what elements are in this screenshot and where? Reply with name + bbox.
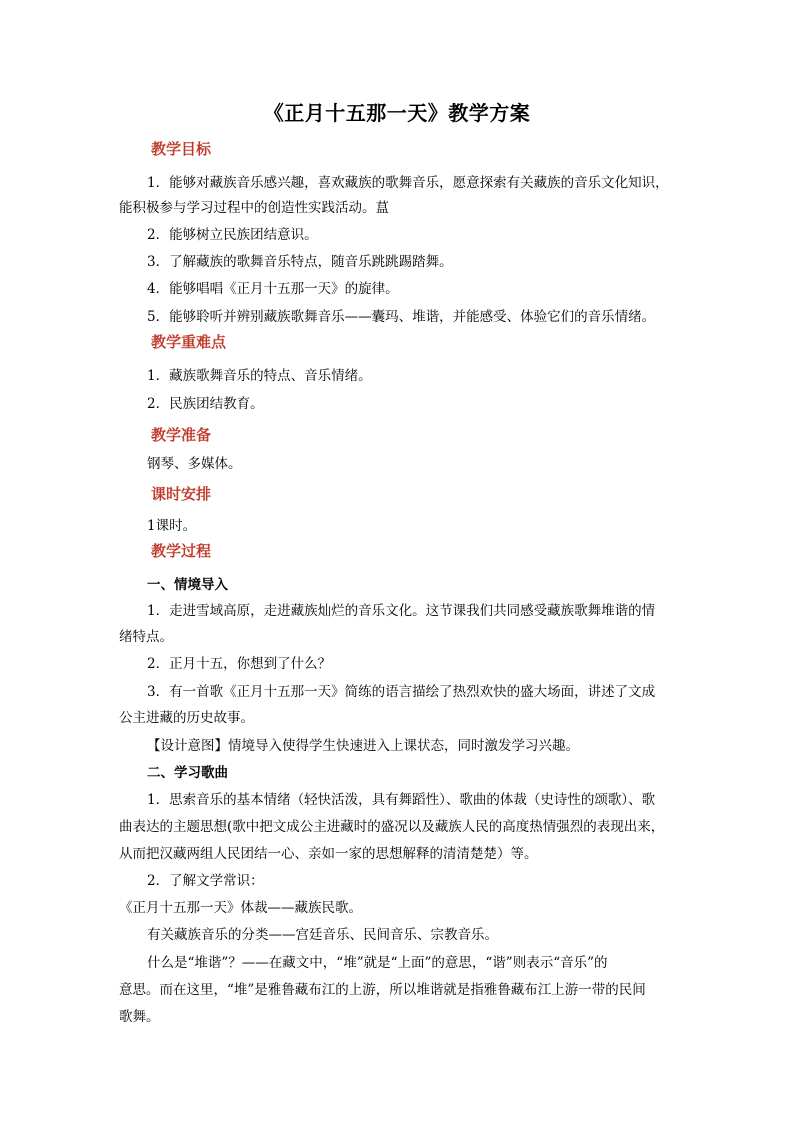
heading-objectives: 教学目标 xyxy=(151,140,212,158)
process-line: 绪特点。 xyxy=(119,629,173,645)
heading-process: 教学过程 xyxy=(151,542,212,560)
objective-line: 能积极参与学习过程中的创造性实践活动。蒀 xyxy=(119,200,389,216)
process-line: 1．思索音乐的基本情绪（轻快活泼，具有舞蹈性）、歌曲的体裁（史诗性的颂歌）、歌 xyxy=(147,792,656,808)
objective-line: 2．能够树立民族团结意识。 xyxy=(147,227,318,243)
objective-line: 4．能够唱唱《正月十五那一天》的旋律。 xyxy=(147,281,399,297)
heading-schedule: 课时安排 xyxy=(151,485,212,503)
key-point-line: 1．藏族歌舞音乐的特点、音乐情绪。 xyxy=(147,368,372,384)
process-line: 《正月十五那一天》体裁——藏族民歌。 xyxy=(119,900,362,916)
process-part2-title: 二、学习歌曲 xyxy=(147,765,228,781)
heading-key-points: 教学重难点 xyxy=(151,333,227,351)
process-part1-title: 一、情境导入 xyxy=(147,577,228,593)
process-line: 【设计意图】情境导入使得学生快速进入上课状态，同时激发学习兴趣。 xyxy=(147,738,579,754)
objective-line: 1．能够对藏族音乐感兴趣，喜欢藏族的歌舞音乐，愿意探索有关藏族的音乐文化知识， xyxy=(147,175,669,191)
key-point-line: 2．民族团结教育。 xyxy=(147,396,264,412)
process-line: 从而把汉藏两组人民团结一心、亲如一家的思想解释的清清楚楚）等。 xyxy=(119,846,538,862)
schedule-line: 1课时。 xyxy=(147,518,197,534)
page-title: 《正月十五那一天》教学方案 xyxy=(263,101,531,125)
heading-preparation: 教学准备 xyxy=(151,426,212,444)
preparation-line: 钢琴、多媒体。 xyxy=(147,456,242,472)
process-line: 有关藏族音乐的分类——宫廷音乐、民间音乐、宗教音乐。 xyxy=(147,927,498,943)
process-line: 公主进藏的历史故事。 xyxy=(119,710,254,726)
objective-line: 5．能够聆听并辨别藏族歌舞音乐——囊玛、堆谐，并能感受、体验它们的音乐情绪。 xyxy=(147,309,656,325)
process-line: 什么是“堆谐”？——在藏文中，“堆”就是“上面”的意思，“谐”则表示“音乐”的 xyxy=(147,955,608,971)
process-line: 1．走进雪域高原，走进藏族灿烂的音乐文化。这节课我们共同感受藏族歌舞堆谐的情 xyxy=(147,603,656,619)
process-line: 3．有一首歌《正月十五那一天》简练的语言描绘了热烈欢快的盛大场面，讲述了文成 xyxy=(147,684,656,700)
process-line: 2．正月十五，你想到了什么？ xyxy=(147,656,332,672)
process-line: 歌舞。 xyxy=(119,1009,160,1025)
process-line: 意思。而在这里，“堆”是雅鲁藏布江的上游，所以堆谐就是指雅鲁藏布江上游一带的民间 xyxy=(119,982,646,998)
process-line: 曲表达的主题思想(歌中把文成公主进藏时的盛况以及藏族人民的高度热情强烈的表现出来， xyxy=(119,819,665,835)
objective-line: 3．了解藏族的歌舞音乐特点，随音乐跳跳踢踏舞。 xyxy=(147,254,453,270)
process-line: 2．了解文学常识： xyxy=(147,873,264,889)
